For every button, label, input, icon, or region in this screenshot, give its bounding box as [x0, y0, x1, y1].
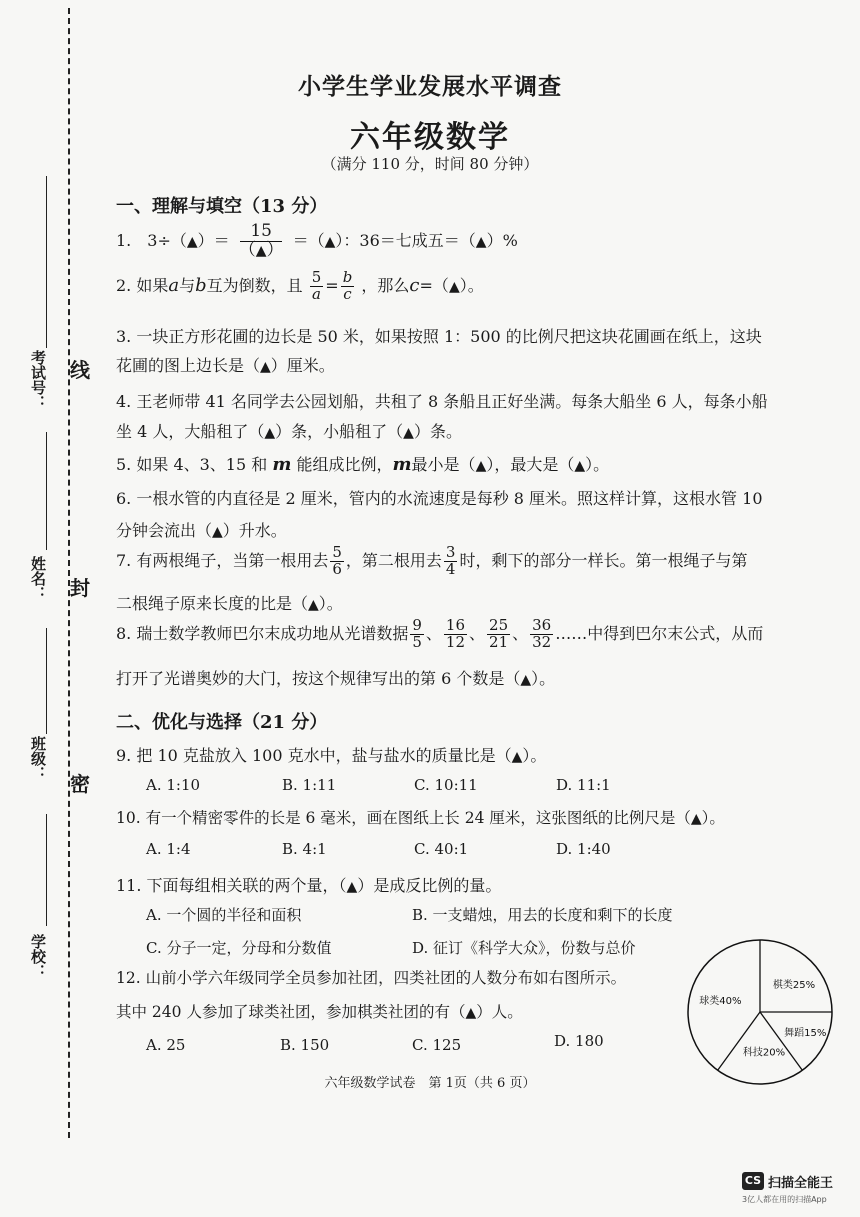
question-6-line2: 分钟会流出（▲）升水。: [116, 521, 287, 540]
q9-option-b: B. 1:11: [282, 776, 337, 794]
answer-blank: ▲: [260, 359, 271, 375]
question-4-line2: 坐 4 人，大船租了（▲）条，小船租了（▲）条。: [116, 422, 462, 441]
question-7-line1: 7. 有两根绳子，当第一根用去 $\frac{5}{6}$ ，第二根用去 $\frac{3}{4}$ 时，剩下的部分一样长。第一根绳子与第: [116, 543, 748, 578]
answer-blank: ▲: [465, 1005, 477, 1021]
school-label: 学校：: [29, 934, 47, 979]
answer-blank: ▲: [308, 597, 319, 613]
q11-option-a: A. 一个圆的半径和面积: [146, 906, 302, 924]
answer-blank: ▲: [324, 233, 336, 250]
question-6-line1: 6. 一根水管的内直径是 2 厘米，管内的水流速度是每秒 8 厘米。照这样计算，这根水管 10: [116, 489, 763, 508]
q11-option-c: C. 分子一定，分母和分数值: [146, 939, 332, 957]
q10-option-d: D. 1:40: [556, 840, 611, 858]
q10-option-a: A. 1:4: [146, 840, 191, 858]
q9-option-a: A. 1:10: [146, 776, 201, 794]
pie-slice-boundary-2: [760, 1012, 802, 1070]
question-2: 2. 如果a与b互为倒数，且 $\frac{5}{a}$ = $\frac{b}{c}$ ，那么c=（▲）。: [116, 268, 484, 303]
fraction-25-over-21: $\frac{25}{21}$: [489, 616, 509, 651]
answer-blank: ▲: [448, 278, 460, 295]
club-distribution-pie-chart: [684, 936, 836, 1088]
question-5: 5. 如果 4、3、15 和 m 能组成比例，m最小是（▲），最大是（▲）。: [116, 454, 610, 475]
fraction-16-over-12: $\frac{16}{12}$: [445, 616, 466, 651]
q10-option-b: B. 4:1: [282, 840, 327, 858]
fraction-5-over-6: $\frac{5}{6}$: [332, 543, 342, 578]
pie-slice-label-科技: 科技20%: [742, 1047, 786, 1059]
fraction-36-over-32: $\frac{36}{32}$: [532, 616, 552, 651]
question-10: 10. 有一个精密零件的长是 6 毫米，画在图纸上长 24 厘米，这张图纸的比例尺是（▲）。: [116, 809, 725, 827]
pie-slice-label-球类: 球类40%: [699, 995, 742, 1007]
q12-option-b: B. 150: [280, 1036, 330, 1054]
subject-title: 六年级数学: [350, 120, 510, 155]
name-blank: [46, 432, 47, 550]
class-blank: [46, 628, 47, 734]
exam-number-label: 考试号：: [29, 350, 47, 410]
seal-char-mi: 密: [70, 768, 90, 797]
fraction-9-over-5: $\frac{9}{5}$: [412, 616, 422, 651]
answer-blank: ▲: [346, 879, 358, 895]
section1-title: 一、理解与填空（13 分）: [116, 196, 328, 217]
answer-blank: ▲: [511, 749, 523, 765]
answer-blank: ▲: [574, 458, 586, 474]
answer-blank: ▲: [186, 233, 198, 250]
pie-svg: [684, 936, 836, 1088]
q11-option-d: D. 征订《科学大众》，份数与总价: [412, 939, 636, 957]
exam-number-blank: [46, 176, 47, 348]
q10-option-c: C. 40:1: [414, 840, 469, 858]
seal-char-xian: 线: [70, 354, 90, 383]
survey-title: 小学生学业发展水平调查: [298, 73, 562, 100]
answer-blank: ▲: [520, 672, 532, 688]
school-blank: [46, 814, 47, 926]
question-8-line1: 8. 瑞士数学教师巴尔末成功地从光谱数据 $\frac{9}{5}$ 、 $\frac{16}{12}$ 、 $\frac{25}{21}$ 、 $\frac{36}{32}$ ……中得到巴尔末公式，从而: [116, 616, 764, 651]
page-footer: 六年级数学试卷 第 1页（共 6 页）: [324, 1076, 536, 1091]
seal-char-feng: 封: [70, 572, 90, 601]
q9-option-d: D. 11:1: [556, 776, 611, 794]
question-1: 1. 3÷（▲）＝ $\frac{15}{(▲)}$ ＝（▲）：36＝七成五＝（▲）%: [116, 221, 518, 260]
answer-blank: ▲: [264, 425, 276, 441]
question-7-line2: 二根绳子原来长度的比是（▲）。: [116, 594, 343, 613]
question-11: 11. 下面每组相关联的两个量，（▲）是成反比例的量。: [116, 876, 502, 895]
camscanner-tagline: 3亿人都在用的扫描App: [742, 1195, 827, 1204]
q12-option-a: A. 25: [146, 1036, 186, 1054]
camscanner-name: 扫描全能王: [768, 1176, 834, 1191]
fraction-15-over-blank: $\frac{15}{(▲)}$: [238, 221, 284, 260]
q9-option-c: C. 10:11: [414, 776, 478, 794]
pie-slice-label-棋类: 棋类25%: [772, 979, 816, 991]
section2-title: 二、优化与选择（21 分）: [116, 712, 328, 733]
fraction-3-over-4: $\frac{3}{4}$: [445, 543, 456, 578]
answer-blank: ▲: [212, 524, 223, 540]
class-label: 班级：: [29, 736, 47, 781]
question-3-line2: 花圃的图上边长是（▲）厘米。: [116, 356, 335, 375]
question-9: 9. 把 10 克盐放入 100 克水中，盐与盐水的质量比是（▲）。: [116, 746, 547, 765]
answer-blank: ▲: [690, 811, 702, 827]
question-8-line2: 打开了光谱奥妙的大门，按这个规律写出的第 6 个数是（▲）。: [116, 669, 556, 688]
question-12-line2: 其中 240 人参加了球类社团，参加棋类社团的有（▲）人。: [116, 1003, 523, 1021]
pie-slice-boundary-3: [718, 1012, 760, 1070]
camscanner-logo-icon: CS: [742, 1172, 764, 1190]
fraction-5-over-a: $\frac{5}{a}$: [311, 268, 322, 303]
answer-blank: ▲: [403, 425, 414, 441]
question-4-line1: 4. 王老师带 41 名同学去公园划船，共租了 8 条船且正好坐满。每条大船坐 6 人，每条小船: [116, 392, 768, 411]
fraction-b-over-c: $\frac{b}{c}$: [342, 268, 353, 303]
question-3-line1: 3. 一块正方形花圃的边长是 50 米，如果按照 1：500 的比例尺把这块花圃画在纸上，这块: [116, 327, 762, 346]
question-12-line1: 12. 山前小学六年级同学全员参加社团，四类社团的人数分布如右图所示。: [116, 969, 627, 987]
answer-blank: ▲: [475, 458, 487, 474]
pie-slice-label-舞蹈: 舞蹈15%: [784, 1027, 827, 1039]
name-label: 姓名：: [29, 556, 47, 601]
q12-option-c: C. 125: [412, 1036, 462, 1054]
exam-info: （满分 110 分，时间 80 分钟）: [321, 155, 539, 173]
answer-blank: ▲: [475, 233, 487, 250]
q11-option-b: B. 一支蜡烛，用去的长度和剩下的长度: [412, 906, 673, 924]
q12-option-d: D. 180: [554, 1032, 604, 1050]
